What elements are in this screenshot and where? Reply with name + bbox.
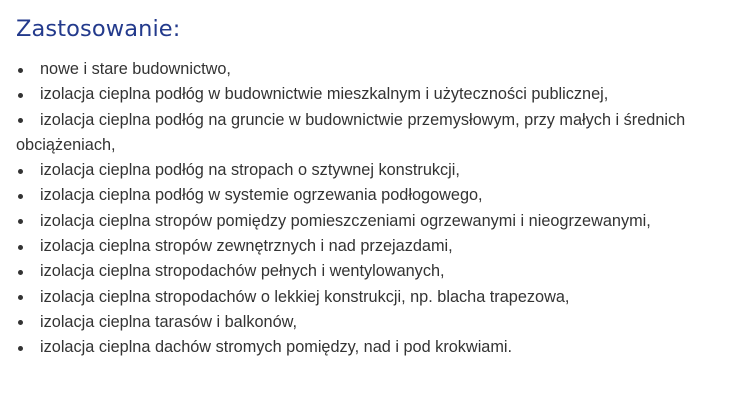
list-item — [16, 57, 716, 82]
application-list — [16, 57, 716, 361]
list-item — [16, 285, 716, 310]
list-item — [16, 108, 716, 159]
list-item-text: izolacja cieplna tarasów i balkonów, — [40, 312, 298, 331]
list-item-text: izolacja cieplna dachów stromych pomiędzy, nad i pod krokwiami. — [40, 338, 513, 357]
list-item-text: nowe i stare budownictwo, — [40, 60, 231, 78]
list-item — [16, 82, 716, 107]
list-item-text: izolacja cieplna podłóg w systemie ogrzewania podłogowego, — [40, 186, 483, 205]
list-item-text: izolacja cieplna stropów zewnętrznych i nad przejazdami, — [40, 237, 453, 256]
list-item-text: izolacja cieplna podłóg w budownictwie mieszkalnym i użyteczności publicznej, — [40, 85, 609, 104]
list-item — [16, 209, 716, 234]
list-item-text: izolacja cieplna podłóg na gruncie w budownictwie przemysłowym, przy małych i średnich obciążeniach, — [16, 110, 686, 154]
list-item — [16, 158, 716, 183]
list-item — [16, 310, 716, 335]
list-item — [16, 183, 716, 208]
list-item-text: izolacja cieplna stropodachów pełnych i wentylowanych, — [40, 262, 445, 281]
list-item-text: izolacja cieplna podłóg na stropach o sztywnej konstrukcji, — [40, 161, 460, 180]
list-item — [16, 259, 716, 284]
list-item-text: izolacja cieplna stropodachów o lekkiej konstrukcji, np. blacha trapezowa, — [40, 287, 570, 306]
list-item — [16, 234, 716, 259]
section-heading: Zastosowanie: — [16, 16, 181, 42]
list-item-text: izolacja cieplna stropów pomiędzy pomieszczeniami ogrzewanymi i nieogrzewanymi, — [40, 211, 651, 230]
application-section — [16, 14, 716, 361]
list-item — [16, 335, 716, 360]
